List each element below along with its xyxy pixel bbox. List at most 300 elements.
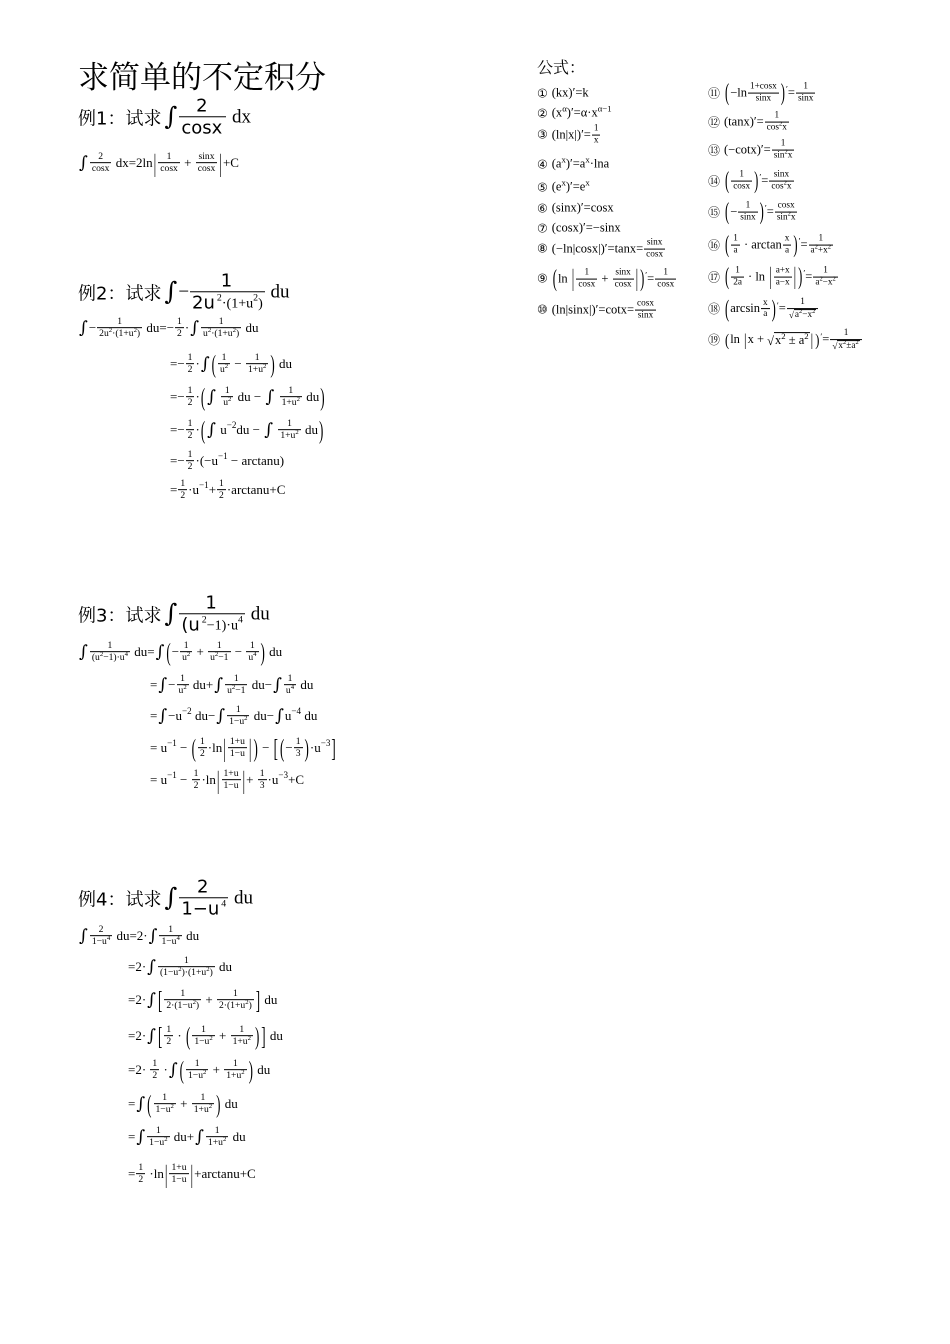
fraction-numerator <box>731 170 752 181</box>
math-text: a <box>794 310 800 320</box>
math-text: 1 <box>117 316 123 328</box>
math-text: −1)·u <box>103 652 125 664</box>
fraction-numerator <box>192 1092 214 1103</box>
math-text: a <box>785 245 790 256</box>
superscript: 4 <box>290 683 295 691</box>
fraction-numerator <box>635 299 656 310</box>
example-3-step-4 <box>150 733 337 763</box>
example-2-heading <box>78 270 290 313</box>
fraction <box>774 266 792 289</box>
delimited-group <box>724 295 777 322</box>
fraction-denominator <box>613 279 634 291</box>
fraction-denominator <box>246 364 268 376</box>
delimited-group <box>724 330 823 350</box>
fraction-numerator <box>765 111 789 122</box>
math-text: x <box>786 181 792 192</box>
math-text: u <box>227 685 232 697</box>
fraction-numerator <box>258 768 267 779</box>
fraction-denominator <box>227 716 249 728</box>
formula-number: ⑰ <box>708 270 721 285</box>
math-text: 1+u <box>226 1070 242 1082</box>
fraction-numerator <box>738 201 757 212</box>
math-text: 1 <box>250 640 255 652</box>
fraction-numerator <box>179 95 226 116</box>
fraction-numerator <box>159 924 181 935</box>
math-text: dx <box>227 106 252 127</box>
math-text: =− <box>170 356 185 371</box>
math-text: cos <box>766 122 779 133</box>
math-text: (cosx)′=−sinx <box>551 220 621 235</box>
math-text: 例4：试求 <box>78 889 162 910</box>
delimited-group <box>724 231 799 258</box>
fraction-denominator <box>192 1104 214 1116</box>
left-delimiter: ( <box>725 330 730 350</box>
math-text: 1+u <box>223 768 239 780</box>
math-text: ) <box>248 1000 252 1012</box>
math-text: 1 <box>177 316 182 328</box>
fraction <box>225 673 247 697</box>
math-text: du <box>215 959 233 974</box>
right-delimiter: ) <box>260 637 265 667</box>
math-text: ·u <box>188 482 199 497</box>
math-text: 1 <box>183 955 189 967</box>
math-text: u <box>285 685 291 697</box>
formula-7 <box>537 221 621 236</box>
formula-number: ⑲ <box>708 333 721 348</box>
math-text: cosx <box>733 181 751 192</box>
group-content <box>168 1162 189 1186</box>
math-text: sinx <box>198 151 215 163</box>
math-text: 1 <box>774 110 780 121</box>
fraction-denominator <box>222 780 241 792</box>
superscript: 4 <box>238 614 243 626</box>
math-text: sinx <box>637 310 654 321</box>
fraction <box>186 385 195 409</box>
math-text: (tanx)′= <box>724 114 764 129</box>
math-text: = <box>150 677 158 692</box>
fraction-numerator <box>775 201 798 212</box>
fraction-denominator <box>218 364 230 376</box>
math-text: 1 <box>214 1125 220 1137</box>
fraction-denominator <box>748 93 779 105</box>
math-text: du <box>297 677 314 692</box>
radical-sign: √ <box>832 341 838 352</box>
math-text: (a <box>551 156 562 171</box>
superscript: −1 <box>167 738 177 749</box>
math-text: =− <box>170 422 185 437</box>
fraction <box>90 151 112 175</box>
left-delimiter: ( <box>166 637 171 667</box>
math-text: + <box>246 772 257 787</box>
math-text: du <box>301 708 318 723</box>
page-title: 求简单的不定积分 <box>78 60 326 96</box>
math-text: −1)·u <box>206 616 239 633</box>
integral-sign: ∫ <box>155 641 165 662</box>
fraction <box>164 1024 173 1048</box>
fraction-numerator <box>164 1024 173 1035</box>
superscript: 2 <box>784 148 788 156</box>
superscript: α−1 <box>597 103 612 114</box>
formula-expression <box>724 167 795 194</box>
integral-sign: ∫ <box>168 1059 178 1080</box>
math-text: 1 <box>823 265 828 276</box>
integral-sign: ∫ <box>136 1126 146 1147</box>
math-text: 2 <box>187 397 193 409</box>
delimited-group <box>157 985 261 1015</box>
fraction-numerator <box>769 170 793 181</box>
example-3-step-3 <box>150 704 317 728</box>
fraction <box>644 238 665 261</box>
fraction <box>192 1024 214 1048</box>
fraction-numerator <box>186 418 195 429</box>
math-text: 3 <box>259 780 265 792</box>
math-text: 1 <box>194 1058 200 1070</box>
fraction <box>158 955 215 979</box>
integral-sign: ∫ <box>147 989 156 1010</box>
math-text: 1+cosx <box>749 81 777 92</box>
fraction-denominator <box>775 212 798 224</box>
group-content <box>730 332 814 348</box>
superscript: 2 <box>263 362 267 370</box>
formula-14 <box>708 167 795 194</box>
fraction-denominator <box>294 748 303 760</box>
math-text: 2·(1−u <box>166 1000 193 1012</box>
math-text <box>275 389 278 405</box>
right-delimiter: | <box>190 1159 194 1189</box>
fraction <box>278 418 300 442</box>
integral-sign: ∫ <box>214 674 224 695</box>
math-text: (1−u <box>159 967 179 979</box>
superscript: ′ <box>759 171 762 182</box>
delimited-group <box>724 167 762 194</box>
fraction-denominator <box>217 1000 254 1012</box>
formula-expression <box>724 198 798 225</box>
left-delimiter: | <box>744 330 747 350</box>
math-text: x + <box>747 332 768 347</box>
math-text: du− <box>248 677 273 692</box>
math-text: 1 <box>239 1024 245 1036</box>
fraction <box>635 299 656 322</box>
fraction-denominator <box>147 1137 169 1149</box>
math-text: 2 <box>219 490 224 502</box>
math-text: u <box>203 328 208 340</box>
math-text: cosx <box>614 279 632 290</box>
math-text: sin <box>773 150 785 161</box>
fraction-denominator <box>158 163 180 175</box>
formula-number: ④ <box>537 157 548 171</box>
math-text: 例2：试求 <box>78 283 162 304</box>
math-text: 1 <box>235 704 241 716</box>
superscript: 2 <box>819 275 823 283</box>
left-delimiter: [ <box>273 733 279 763</box>
math-text: 1 <box>233 1058 238 1070</box>
math-text: 1 <box>107 640 113 652</box>
fraction-denominator <box>592 135 601 147</box>
delimited-group <box>200 382 326 412</box>
math-text: +C <box>222 155 239 170</box>
fraction <box>218 352 230 376</box>
math-text: = <box>150 708 158 723</box>
fraction <box>179 592 245 635</box>
math-text: 1 <box>183 640 189 652</box>
math-text: − <box>88 320 97 335</box>
right-delimiter: ) <box>216 1089 221 1119</box>
fraction <box>655 268 676 291</box>
math-text: 1 <box>152 1058 158 1070</box>
right-delimiter: ) <box>254 1021 260 1051</box>
fraction-numerator <box>136 1162 145 1173</box>
example-4-step-3 <box>128 985 278 1015</box>
formula-18 <box>708 297 819 321</box>
fraction-numerator <box>177 673 189 684</box>
math-text: (e <box>551 179 562 194</box>
fraction-numerator <box>186 385 195 396</box>
integral-sign: ∫ <box>158 674 168 695</box>
math-text: 2 <box>152 1070 158 1082</box>
fraction <box>294 736 303 760</box>
fraction-denominator <box>278 430 300 442</box>
formula-3 <box>537 124 601 147</box>
integral-sign: ∫ <box>79 641 88 662</box>
math-text: = <box>778 301 786 316</box>
fraction <box>813 266 837 289</box>
integral-sign: ∫ <box>190 317 200 338</box>
left-delimiter: ( <box>725 167 730 194</box>
right-delimiter: ) <box>270 349 275 379</box>
superscript: 2 <box>224 362 229 370</box>
math-text: 1 <box>166 1024 172 1036</box>
superscript: 2 <box>812 308 816 316</box>
superscript: −1 <box>199 480 209 491</box>
superscript: 2 <box>208 1102 213 1110</box>
right-delimiter: | <box>810 330 814 350</box>
fraction-numerator <box>164 988 201 999</box>
math-text: −ln <box>730 85 747 100</box>
math-text: + <box>215 1028 230 1043</box>
math-text: du <box>229 887 253 908</box>
fraction-denominator <box>731 181 752 193</box>
fraction-numerator <box>179 592 245 613</box>
formula-expression <box>551 103 612 121</box>
fraction-denominator <box>175 328 184 340</box>
math-text: 1+u <box>193 1104 209 1116</box>
math-text: 1−u <box>91 936 107 948</box>
math-text: ) <box>195 1000 200 1012</box>
fraction-numerator <box>158 955 215 966</box>
fraction-denominator <box>150 1070 159 1082</box>
math-text: ·(1+u <box>221 294 254 311</box>
math-text: 例1：试求 <box>78 108 162 129</box>
math-text: = <box>787 85 795 100</box>
superscript: −1 <box>167 770 177 781</box>
delimited-group <box>768 263 797 290</box>
math-text: − <box>231 644 246 659</box>
integral-sign: ∫ <box>164 598 178 628</box>
superscript: 2 <box>186 650 191 658</box>
fraction <box>164 988 201 1012</box>
fraction-denominator <box>772 150 795 162</box>
math-text: − <box>168 677 176 692</box>
math-text: 1−u <box>171 1174 187 1186</box>
formula-number: ⑫ <box>708 115 721 130</box>
fraction <box>201 316 241 340</box>
fraction-denominator <box>224 1070 246 1082</box>
integral-sign: ∫ <box>264 419 274 440</box>
right-delimiter: | <box>219 148 222 178</box>
fraction-numerator <box>186 352 195 363</box>
math-text: ) <box>235 328 240 340</box>
superscript: 2 <box>99 650 104 658</box>
delimited-group <box>191 733 259 763</box>
math-text: + <box>598 271 612 286</box>
formula-12 <box>708 111 790 134</box>
math-text: a <box>810 245 815 256</box>
integral-sign: ∫ <box>79 925 88 946</box>
superscript: 2 <box>209 1034 213 1042</box>
delimited-group <box>157 1021 267 1051</box>
group-content <box>730 298 770 321</box>
fraction-denominator <box>158 967 215 979</box>
fraction <box>809 234 833 257</box>
math-text: + <box>202 992 216 1007</box>
fraction-numerator <box>772 139 795 150</box>
example-2-step-3 <box>170 382 326 412</box>
left-delimiter: | <box>216 765 220 795</box>
delimited-group <box>724 263 806 290</box>
fraction-numerator <box>154 1092 176 1103</box>
right-delimiter: ) <box>640 265 645 292</box>
left-delimiter: ( <box>552 265 557 292</box>
formula-number: ② <box>537 106 548 120</box>
math-text: + <box>209 1062 224 1077</box>
delimited-group <box>185 1021 260 1051</box>
right-delimiter: | <box>793 263 797 290</box>
formula-10 <box>537 299 657 322</box>
delimited-group <box>552 265 648 292</box>
math-text: 1 <box>187 418 193 430</box>
fraction-numerator <box>192 768 201 779</box>
math-text: )′=α·x <box>566 105 598 120</box>
math-text: du= <box>130 644 155 659</box>
superscript: 4 <box>106 934 111 942</box>
math-text: ·ln <box>201 772 216 787</box>
math-text: (kx)′=k <box>551 85 589 100</box>
integral-sign: ∫ <box>195 1126 204 1147</box>
superscript: 2 <box>799 308 803 316</box>
fraction <box>158 151 180 175</box>
group-content <box>730 234 792 257</box>
fraction <box>576 268 597 291</box>
math-text: 1+u <box>171 1162 187 1174</box>
fraction <box>192 768 201 792</box>
superscript: 2 <box>164 1135 168 1143</box>
formula-number: ⑪ <box>708 86 721 101</box>
group-content <box>153 1092 216 1116</box>
left-delimiter: [ <box>157 1021 163 1051</box>
superscript: −4 <box>291 706 302 717</box>
right-delimiter: ] <box>255 985 261 1015</box>
formula-number: ① <box>537 86 548 100</box>
math-text: a <box>763 309 768 320</box>
superscript: 2 <box>781 331 786 342</box>
math-text: du − <box>234 389 265 404</box>
math-text: 2 <box>138 1174 144 1186</box>
math-text: arcsin <box>730 301 761 316</box>
fraction <box>227 704 249 728</box>
superscript: 2 <box>783 179 787 187</box>
superscript: x <box>585 177 590 188</box>
math-text: 1 <box>232 988 238 1000</box>
math-text: −x <box>802 310 813 320</box>
fraction <box>186 418 195 442</box>
formula-expression <box>552 221 621 236</box>
math-text: =− <box>170 389 185 404</box>
math-text: a−x <box>775 277 790 288</box>
right-delimiter: ) <box>248 1055 253 1085</box>
fraction-numerator <box>186 449 195 460</box>
fraction <box>228 736 247 760</box>
superscript: 2 <box>832 275 836 283</box>
fraction <box>154 1092 176 1116</box>
fraction-numerator <box>748 82 779 93</box>
math-text: )′=e <box>565 179 586 194</box>
math-text: 2 <box>187 430 193 442</box>
math-text: − <box>730 204 738 219</box>
superscript: 2 <box>232 326 236 334</box>
formula-expression <box>724 139 795 162</box>
formula-19 <box>708 328 863 352</box>
superscript: 2 <box>814 243 818 251</box>
group-content <box>191 1024 254 1048</box>
fraction-numerator <box>655 268 676 279</box>
math-text: )′=a <box>565 156 586 171</box>
formula-15 <box>708 198 798 225</box>
fraction <box>147 1125 169 1149</box>
fraction <box>738 201 757 224</box>
fraction <box>179 876 228 919</box>
math-text: 1 <box>193 768 199 780</box>
superscript: 2 <box>206 965 210 973</box>
group-content <box>748 332 810 348</box>
fraction-numerator <box>178 478 187 489</box>
group-content <box>773 266 793 289</box>
example-2-step-4 <box>170 415 324 445</box>
math-text: 2 <box>197 876 209 898</box>
fraction-denominator <box>178 490 187 502</box>
math-text: du <box>242 320 259 335</box>
superscript: 2 <box>207 326 212 334</box>
math-text: + <box>180 155 195 170</box>
superscript: −2 <box>226 420 237 431</box>
math-text: − arctanu) <box>227 453 285 468</box>
math-text: 1 <box>593 123 599 134</box>
math-text: 1 <box>780 138 786 149</box>
formula-2 <box>537 103 612 121</box>
example-2-step-2 <box>170 349 292 379</box>
superscript: 4 <box>124 650 128 658</box>
fraction-numerator <box>150 1058 159 1069</box>
math-text: 2u <box>99 328 109 340</box>
math-text: 1 <box>288 385 294 397</box>
math-text: x <box>775 333 782 347</box>
left-delimiter: ( <box>725 263 730 290</box>
left-delimiter: | <box>769 263 772 290</box>
math-text: sinx <box>755 93 772 104</box>
math-text: ·(1+u <box>112 328 134 340</box>
radicand <box>774 332 810 348</box>
math-text: cosx <box>578 279 596 290</box>
superscript: ′ <box>776 299 779 310</box>
